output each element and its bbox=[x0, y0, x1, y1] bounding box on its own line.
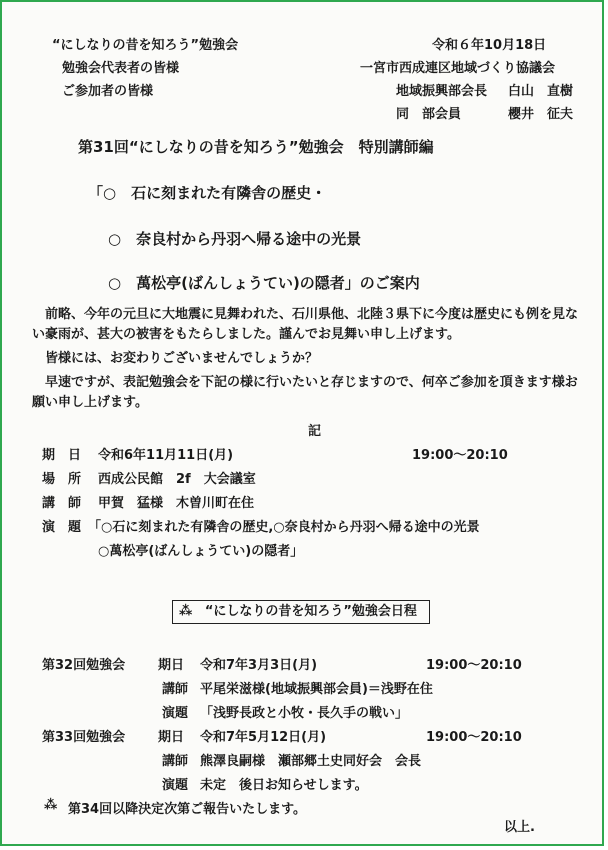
asterism-icon: ⁂ bbox=[179, 604, 193, 619]
note-asterism-icon: ⁂ bbox=[44, 798, 58, 813]
session-33-label: 第33回勉強会 bbox=[42, 730, 126, 745]
addressee-line-1: “にしなりの昔を知ろう”勉強会 bbox=[52, 38, 239, 53]
document-title: 第31回“にしなりの昔を知ろう”勉強会 特別講師編 bbox=[78, 138, 434, 156]
session-33-time: 19:00～20:10 bbox=[426, 730, 522, 745]
theme-label: 演 題 bbox=[42, 520, 82, 535]
theme-value-line-1: 「○石に刻まれた有隣舎の歴史,○奈良村から丹羽へ帰る途中の光景 bbox=[88, 520, 480, 535]
addressee-line-3: ご参加者の皆様 bbox=[62, 84, 154, 99]
time-value: 19:00～20:10 bbox=[412, 448, 508, 463]
session-32-lecturer: 平尾栄滋様(地域振興部会員)＝浅野在住 bbox=[200, 682, 433, 697]
future-sessions-note: 第34回以降決定次第ご報告いたします。 bbox=[68, 802, 307, 817]
sender-1-role: 地域振興部会長 bbox=[396, 84, 488, 99]
topic-2: ○ 奈良村から丹羽へ帰る途中の光景 bbox=[108, 230, 362, 248]
sender-2-name: 櫻井 征夫 bbox=[508, 107, 574, 122]
session-33-lecturer-label: 講師 bbox=[162, 754, 189, 769]
theme-value-line-2: ○萬松亭(ばんしょうてい)の隠者」 bbox=[98, 544, 304, 559]
sender-1-name: 白山 直樹 bbox=[508, 84, 574, 99]
addressee-line-2: 勉強会代表者の皆様 bbox=[62, 61, 180, 76]
closing-ijo: 以上. bbox=[504, 820, 535, 835]
session-33-lecturer: 熊澤良嗣様 瀬部郷土史同好会 会長 bbox=[200, 754, 422, 769]
date-value: 令和6年11月11日(月) bbox=[98, 448, 234, 463]
sender-2-role: 同 部会員 bbox=[396, 107, 462, 122]
topic-3: ○ 萬松亭(ばんしょうてい)の隠者」のご案内 bbox=[108, 274, 420, 292]
session-33-theme: 未定 後日お知らせします。 bbox=[200, 778, 368, 793]
schedule-heading-box bbox=[172, 600, 430, 624]
body-paragraph-3: 早速ですが、表記勉強会を下記の様に行いたいと存じますので、何卒ご参加を頂きます様お願い申し上げます。 bbox=[32, 375, 578, 410]
place-value: 西成公民館 2f 大会議室 bbox=[98, 472, 256, 487]
date-label: 期 日 bbox=[42, 448, 82, 463]
schedule-heading: “にしなりの昔を知ろう”勉強会日程 bbox=[204, 604, 417, 619]
session-32-theme-label: 演題 bbox=[162, 706, 189, 721]
session-32-theme: 「浅野長政と小牧・長久手の戦い」 bbox=[200, 706, 409, 721]
body-paragraph-2: 皆様には、お変わりございませんでしょうか？ bbox=[45, 351, 319, 366]
sender-organization: 一宮市西成連区地域づくり協議会 bbox=[360, 61, 556, 76]
place-label: 場 所 bbox=[42, 472, 82, 487]
session-32-date-label: 期日 bbox=[158, 658, 185, 673]
body-paragraph-1: 前略、今年の元旦に大地震に見舞われた、石川県他、北陸３県下に今度は歴史にも例を見ない豪雨が、甚大の被害をもたらしました。謹んでお見舞い申し上げます。 bbox=[32, 307, 579, 342]
session-32-time: 19:00～20:10 bbox=[426, 658, 522, 673]
session-32-label: 第32回勉強会 bbox=[42, 658, 126, 673]
letter-date: 令和６年10月18日 bbox=[432, 38, 547, 53]
session-32-lecturer-label: 講師 bbox=[162, 682, 189, 697]
session-33-date-label: 期日 bbox=[158, 730, 185, 745]
topic-1: 「○ 石に刻まれた有隣舎の歴史・ bbox=[88, 184, 327, 202]
session-33-theme-label: 演題 bbox=[162, 778, 189, 793]
session-33-date: 令和7年5月12日(月) bbox=[200, 730, 327, 745]
lecturer-label: 講 師 bbox=[42, 496, 82, 511]
ki-marker: 記 bbox=[308, 424, 322, 439]
lecturer-value: 甲賀 猛様 木曽川町在住 bbox=[98, 496, 255, 511]
session-32-date: 令和7年3月3日(月) bbox=[200, 658, 318, 673]
